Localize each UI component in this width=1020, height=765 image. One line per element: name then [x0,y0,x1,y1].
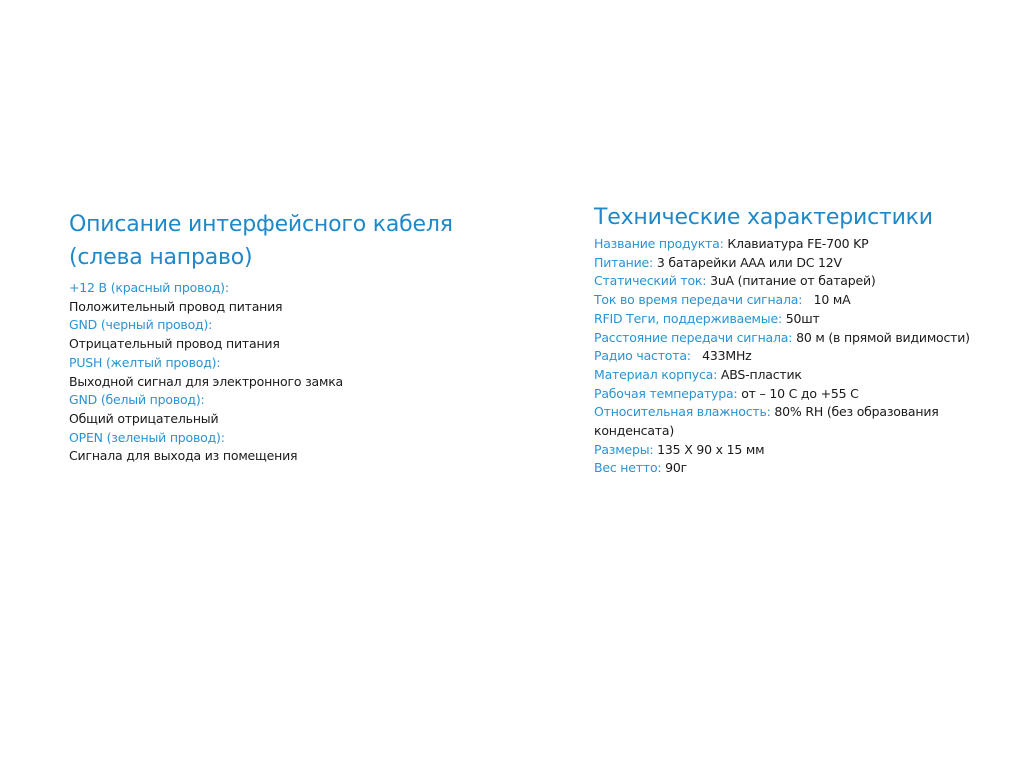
spec-value: 90г [661,460,688,476]
spec-label: Материал корпуса: [594,366,718,382]
spec-row-humidity-cont [594,422,1014,441]
spec-value: конденсата) [594,423,675,439]
wire-label-gnd-white: GND (белый провод): [69,392,205,408]
spec-label: Статический ток: [594,273,707,289]
spec-label: Питание: [594,254,654,270]
spec-row-product-name [594,235,1014,254]
spec-label: Радио частота: [594,348,691,364]
cable-description-section [69,208,509,466]
spec-value: 3 батарейки ААА или DC 12V [653,254,842,270]
cable-description-title-line1: Описание интерфейсного кабеля [69,212,453,237]
tech-specs-title: Технические характеристики [594,205,933,230]
spec-value: от – 10 С до +55 С [737,385,859,401]
wire-label-open: OPEN (зеленый провод): [69,429,225,445]
spec-label: Размеры: [594,441,654,457]
spec-value: ABS-пластик [717,366,802,382]
wire-label-12v: +12 В (красный провод): [69,280,229,295]
spec-value: Клавиатура FE-700 KP [723,236,869,251]
spec-value: 80 м (в прямой видимости) [792,329,970,345]
spec-label: RFID Теги, поддерживаемые: [594,310,782,326]
wire-desc-gnd-white: Общий отрицательный [69,410,219,426]
spec-row-net-weight [594,459,1014,478]
spec-row-dimensions [594,441,1014,460]
spec-row-material [594,366,1014,385]
tech-specs-section [594,203,1014,478]
spec-value: 135 X 90 x 15 мм [653,441,765,457]
wire-desc-open: Сигнала для выхода из помещения [69,448,298,464]
wire-label-push: PUSH (желтый провод): [69,354,221,370]
spec-label: Расстояние передачи сигнала: [594,329,793,345]
spec-label: Ток во время передачи сигнала: [594,292,803,308]
spec-row-transmit-current [594,291,1014,310]
spec-label: Название продукта: [594,236,724,251]
spec-value: 3uA (питание от батарей) [706,273,876,289]
spec-label: Вес нетто: [594,460,662,476]
spec-label: Рабочая температура: [594,385,738,401]
spec-value: 433MHz [690,348,752,364]
wire-desc-gnd-black: Отрицательный провод питания [69,336,280,352]
wire-desc-push: Выходной сигнал для электронного замка [69,373,344,389]
spec-row-power [594,254,1014,273]
spec-value: 80% RH (без образования [770,404,939,420]
spec-row-humidity [594,403,1014,422]
spec-value: 10 мА [802,292,851,308]
spec-value: 50шт [781,310,820,326]
wire-label-gnd-black: GND (черный провод): [69,317,213,333]
cable-description-title [69,208,509,274]
spec-row-radio-frequency [594,347,1014,366]
wire-desc-12v: Положительный провод питания [69,298,283,314]
spec-row-static-current [594,272,1014,291]
spec-row-range [594,329,1014,348]
spec-row-rfid-tags [594,310,1014,329]
spec-label: Относительная влажность: [594,404,771,420]
cable-description-title-line2: (слева направо) [69,245,253,270]
spec-row-temperature [594,385,1014,404]
